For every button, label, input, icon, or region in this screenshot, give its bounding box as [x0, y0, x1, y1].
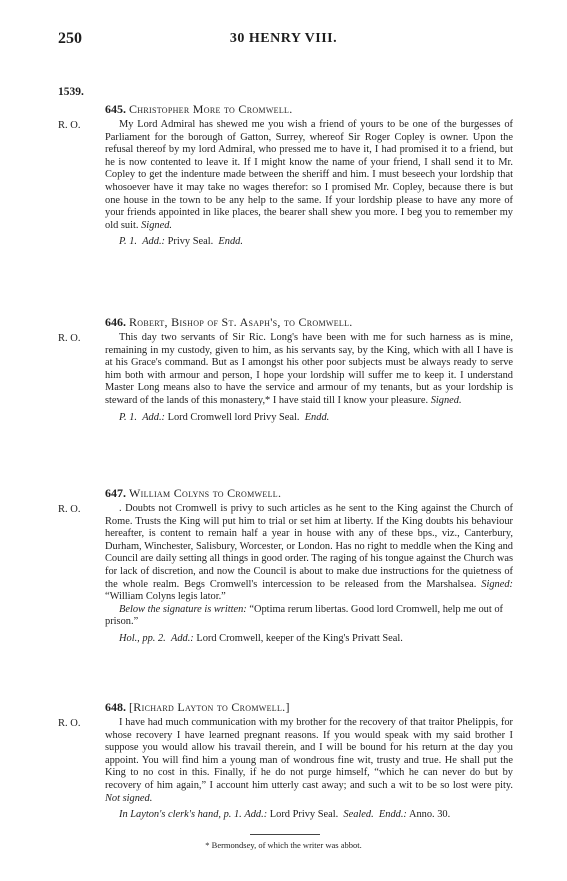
- entry-description: P. 1. Add.: Privy Seal. Endd.: [119, 236, 243, 248]
- entry-heading: Christopher More to Cromwell.: [129, 102, 293, 116]
- entry-description: In Layton's clerk's hand, p. 1. Add.: Lord Privy Seal. Sealed. Endd.: Anno. 30.: [119, 809, 451, 821]
- entry-heading: Robert, Bishop of St. Asaph's, to Cromwell.: [129, 315, 353, 329]
- entry-number: 646.: [105, 315, 126, 329]
- margin-source: R. O.: [58, 333, 81, 344]
- entry-647: [105, 486, 513, 646]
- margin-source: R. O.: [58, 120, 81, 131]
- entry-description: Hol., pp. 2. Add.: Lord Cromwell, keeper of the King's Privatt Seal.: [119, 632, 403, 644]
- entry-title: [105, 486, 513, 501]
- page-number: 250: [58, 30, 82, 47]
- entry-645: [105, 102, 513, 249]
- entry-number: 647.: [105, 486, 126, 500]
- entry-646: [105, 315, 513, 424]
- entry-heading: [Richard Layton to Cromwell.]: [129, 700, 290, 714]
- entry-title: [105, 102, 513, 117]
- entry-number: 648.: [105, 700, 126, 714]
- entry-number: 645.: [105, 102, 126, 116]
- margin-source: R. O.: [58, 718, 81, 729]
- footnote: * Bermondsey, of which the writer was abbot.: [205, 840, 362, 850]
- margin-source: R. O.: [58, 504, 81, 515]
- entry-648: [105, 700, 513, 822]
- year-label: 1539.: [58, 86, 84, 98]
- entry-body: I have had much communication with my brother for the recovery of that traitor Phelippis, for whose recovery I have learned pregnant reasons. If you would speak with my said brother I suppose you would allow his travail therein, and I will be bound for his return at the day you appoint. You will find him a young man of wondrous fine wit, trusty and true. He shall put the King to no cost in this. Finally, if he do not purge himself, “which he can never do but by recovery of him again,” I account him utterly cast away; and such a wit to be so lost were pity. Not signed.: [105, 717, 513, 804]
- entry-body: This day two servants of Sir Ric. Long's have been with me for such harness as is mine, remaining in my custody, given to him, as his servants say, by the King, which with all I have is at his Grace's command. But as I amongst his other poor subjects must be always ready to serve him both with armour and person, I hope your lordship will suffer me to keep it. I understand Master Long means also to have the service and armour of my tenants, but as your lordship is steward of the lands of this monastery,* I have staid till I know your pleasure. Signed.: [105, 332, 513, 406]
- entry-body: . Doubts not Cromwell is privy to such articles as he sent to the King against the Church of Rome. Trusts the King will put him to trial or set him at liberty. If the King doubts his behaviour hereafter, is content to remain half a year in house with any of these bps., viz., Canterbury, Durham, Winchester, Salisbury, Worcester, or London. Has no right to meddle when the King and Council are daily setting all things in good order. The raging of his tongue against the Church was for lack of discretion, and now the Council is about to make due instructions for the quietness of the whole realm. Begs Cromwell's intercession to be released from the Marshalsea. Signed: “William Colyns legis lator.”: [105, 503, 513, 603]
- entry-title: [105, 315, 513, 330]
- entry-body: My Lord Admiral has shewed me you wish a friend of yours to be one of the burgesses of Parliament for the borough of Gatton, Surrey, whereof Sir Roger Copley is owner. Upon the refusal thereof by my lord Admiral, who pressed me to have it, I had promised it to a friend, but he is now contented to leave it. If I might know the name of your friend, I shall send it to Mr. Copley to get the indenture made between the sheriff and him. I must beseech your lordship that whosoever have it may take no wages therefor: so I promised Mr. Copley, because there is but one house in the town to be any help to the same. If your lordship please to have any more of your friends appointed in like places, the bearer shall shew you more. I beg you to remember my old suit. Signed.: [105, 119, 513, 231]
- entry-heading: William Colyns to Cromwell.: [129, 486, 282, 500]
- running-title: 30 HENRY VIII.: [229, 31, 338, 46]
- entry-annotation: Below the signature is written: “Optima rerum libertas. Good lord Cromwell, help me out of prison.”: [105, 603, 504, 628]
- footnote-divider: [250, 834, 320, 835]
- entry-description: P. 1. Add.: Lord Cromwell lord Privy Seal. Endd.: [119, 411, 330, 423]
- entry-title: [105, 700, 513, 715]
